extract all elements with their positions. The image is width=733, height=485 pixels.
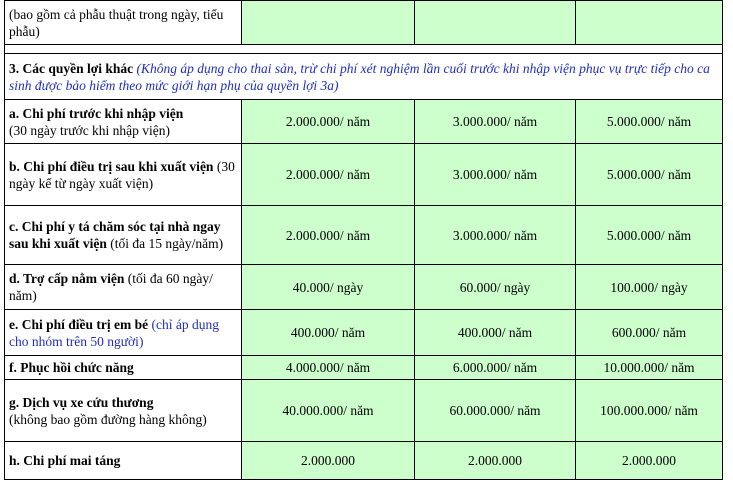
top-row-value-2 — [415, 1, 576, 45]
table-row — [5, 442, 723, 480]
top-row-label: (bao gồm cả phẫu thuật trong ngày, tiểu phẫu) — [5, 1, 242, 45]
row-value-2: 3.000.000/ năm — [415, 206, 576, 265]
row-label-rest: (30 ngày trước khi nhập viện) — [9, 122, 171, 138]
row-label-rest: (tối đa 60 ngày/ năm) — [9, 271, 213, 303]
row-value-1: 2.000.000/ năm — [242, 206, 415, 265]
table-spacer-row — [5, 45, 723, 54]
row-value-3: 600.000/ năm — [576, 310, 723, 356]
section-row — [5, 54, 723, 100]
row-label — [5, 442, 242, 480]
benefits-table-container — [4, 0, 722, 480]
section-note: (Không áp dụng cho thai sản, trừ chi phí xét nghiệm lần cuối trước khi nhập viện phục vụ trực tiếp cho ca sinh được bảo hiểm theo mức giới hạn phụ của quyền lợi 3a) — [9, 60, 710, 93]
row-value-3: 5.000.000/ năm — [576, 144, 723, 206]
benefits-table — [4, 0, 723, 480]
section-cell — [5, 54, 723, 100]
row-value-1: 2.000.000/ năm — [242, 144, 415, 206]
row-value-2: 2.000.000 — [415, 442, 576, 480]
row-label-rest: (tối đa 15 ngày/năm) — [106, 236, 224, 251]
row-value-2: 3.000.000/ năm — [415, 100, 576, 144]
row-value-3: 10.000.000/ năm — [576, 356, 723, 380]
row-label-bold: a. Chi phí trước khi nhập viện — [9, 105, 184, 121]
row-value-1: 40.000/ ngày — [242, 265, 415, 310]
row-value-1: 40.000.000/ năm — [242, 380, 415, 442]
row-value-2: 60.000.000/ năm — [415, 380, 576, 442]
row-value-1: 2.000.000/ năm — [242, 100, 415, 144]
row-value-3: 100.000/ ngày — [576, 265, 723, 310]
row-value-1: 400.000/ năm — [242, 310, 415, 356]
row-value-2: 3.000.000/ năm — [415, 144, 576, 206]
row-value-3: 100.000.000/ năm — [576, 380, 723, 442]
row-label-rest: (chỉ áp dụng cho nhóm trên 50 người) — [9, 316, 219, 349]
row-label-bold: g. Dịch vụ xe cứu thương — [9, 394, 154, 410]
row-label-bold: f. Phục hồi chức năng — [9, 360, 134, 375]
top-row-value-1 — [242, 1, 415, 45]
table-row — [5, 380, 723, 442]
row-value-1: 2.000.000 — [242, 442, 415, 480]
row-label-rest: (30 ngày kể từ ngày xuất viện) — [9, 158, 235, 191]
row-label-rest: (không bao gồm đường hàng không) — [9, 411, 207, 427]
row-label-bold: d. Trợ cấp nằm viện — [9, 271, 125, 286]
row-label — [5, 380, 242, 442]
row-label — [5, 144, 242, 206]
table-row — [5, 356, 723, 380]
row-label-bold: b. Chi phí điều trị sau khi xuất viện — [9, 158, 214, 174]
table-row — [5, 310, 723, 356]
row-label — [5, 265, 242, 310]
table-row — [5, 144, 723, 206]
row-value-2: 6.000.000/ năm — [415, 356, 576, 380]
row-value-2: 60.000/ ngày — [415, 265, 576, 310]
table-row-top — [5, 1, 723, 45]
table-row — [5, 100, 723, 144]
row-value-3: 2.000.000 — [576, 442, 723, 480]
table-row — [5, 206, 723, 265]
row-label — [5, 310, 242, 356]
row-label-bold: h. Chi phí mai táng — [9, 453, 121, 468]
row-value-2: 400.000/ năm — [415, 310, 576, 356]
section-heading: 3. Các quyền lợi khác — [9, 60, 134, 76]
spacer-cell — [5, 45, 723, 54]
table-row — [5, 265, 723, 310]
row-label-bold: c. Chi phí y tá chăm sóc tại nhà ngay sau khi xuất viện — [9, 219, 221, 251]
top-row-value-3 — [576, 1, 723, 45]
row-value-3: 5.000.000/ năm — [576, 100, 723, 144]
row-label-bold: e. Chi phí điều trị em bé — [9, 316, 149, 332]
row-label — [5, 206, 242, 265]
row-label — [5, 100, 242, 144]
row-value-3: 5.000.000/ năm — [576, 206, 723, 265]
row-value-1: 4.000.000/ năm — [242, 356, 415, 380]
row-label — [5, 356, 242, 380]
